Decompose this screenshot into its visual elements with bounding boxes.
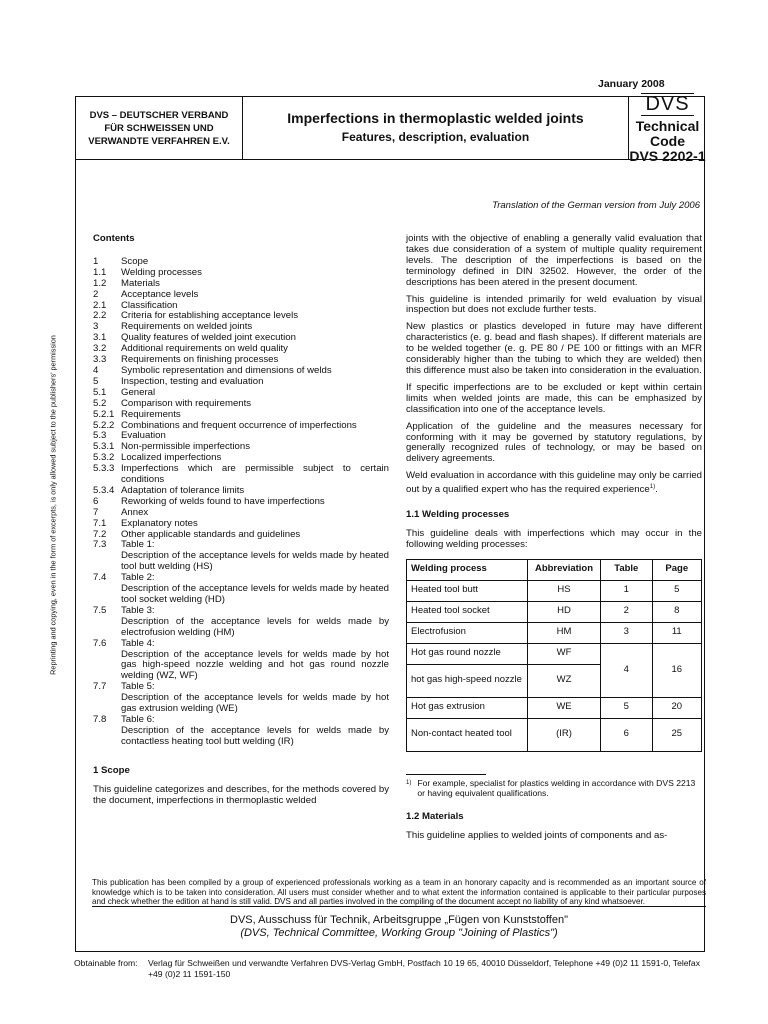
committee-german: DVS, Ausschuss für Technik, Arbeitsgruppe „Fügen von Kunststoffen" (230, 914, 568, 926)
weld-evaluation-paragraph: Weld evaluation in accordance with this guideline may only be carried out by a qualified expert who has the required experience$^{1)}$. (406, 470, 702, 496)
toc-number: 1.1 (93, 266, 107, 278)
toc-number: 5.2.1 (93, 408, 115, 420)
toc-number: 5.2.2 (93, 419, 115, 431)
obtainable-label: Obtainable from: (74, 958, 138, 968)
toc-title: Materials (121, 277, 160, 289)
toc-number: 5.3.2 (93, 452, 115, 464)
abbreviation-cell: WF (528, 643, 601, 664)
paragraph: New plastics or plastics developed in future may have different characteristics (e. g. bead and flash shapes). If different materials are to be welded together (e. g. PE 80 / PE 100 or fittings with an MFR considerably higher than the tubing to which they are welded) then this difference must also be taken into consideration in the evaluation. (406, 321, 702, 376)
toc-entry (93, 540, 389, 573)
table-of-contents (93, 257, 389, 748)
welding-processes-intro: This guideline deals with imperfections which may occur in the following welding processes: (406, 528, 702, 551)
document-title-cell (243, 97, 629, 159)
column-header: Page (652, 559, 701, 580)
table-number-cell: 2 (601, 601, 653, 622)
toc-entry (93, 290, 389, 301)
document-header (75, 92, 706, 164)
process-cell: Hot gas round nozzle (407, 643, 528, 664)
toc-number: 6 (93, 495, 99, 507)
materials-heading: 1.2 Materials (406, 810, 464, 822)
toc-title: Table 1: Description of the acceptance levels for welds made by heated tool butt welding (HS) (121, 539, 389, 573)
abbreviation-cell: HS (528, 580, 601, 601)
toc-number: 3.1 (93, 332, 107, 344)
toc-number: 7.7 (93, 681, 107, 693)
toc-title: Annex (121, 506, 149, 518)
document-subtitle: Features, description, evaluation (341, 129, 530, 144)
abbreviation-cell: WZ (528, 664, 601, 697)
table-number-cell: 1 (601, 580, 653, 601)
table-row (407, 643, 702, 664)
code-number: DVS 2202-1 (629, 147, 706, 164)
welding-process-table (406, 559, 702, 752)
toc-number: 7.8 (93, 713, 107, 725)
paragraph: joints with the objective of enabling a generally valid evaluation that takes due consideration of a system of multiple quality requirement levels. The description of the imperfections is based on the terminology defined in DIN 32502. However, the order of the descriptions has been atered in the present document. (406, 233, 702, 288)
toc-number: 7.5 (93, 604, 107, 616)
toc-number: 5.3.3 (93, 463, 115, 475)
translation-note: Translation of the German version from July 2006 (492, 200, 700, 211)
toc-number: 3 (93, 321, 99, 333)
toc-number: 5.3.1 (93, 441, 115, 453)
table-number-cell: 4 (601, 643, 653, 697)
weld-evaluation-text: Weld evaluation in accordance with this guideline may only be carried out by a qualified expert who has the required experience (406, 470, 702, 496)
toc-entry (93, 519, 389, 530)
toc-number: 2 (93, 288, 99, 300)
toc-number: 1.2 (93, 277, 107, 289)
column-header: Welding process (407, 559, 528, 580)
dvs-logo: DVS (641, 93, 693, 116)
toc-title: Inspection, testing and evaluation (121, 375, 264, 387)
publisher-line: DVS – DEUTSCHER VERBAND (89, 109, 229, 121)
toc-number: 4 (93, 364, 99, 376)
toc-title: Explanatory notes (121, 517, 198, 529)
table-row (407, 601, 702, 622)
code-label: Technical Code (635, 117, 700, 149)
process-cell: Heated tool butt (407, 580, 528, 601)
page-number-cell: 8 (652, 601, 701, 622)
toc-entry (93, 573, 389, 606)
welding-processes-heading: 1.1 Welding processes (406, 509, 510, 521)
table-number-cell: 5 (601, 697, 653, 718)
toc-title: Table 3: Description of the acceptance levels for welds made by electrofusion welding (HM) (121, 604, 389, 638)
toc-entry (93, 279, 389, 290)
abbreviation-cell: HD (528, 601, 601, 622)
toc-number: 5 (93, 375, 99, 387)
toc-number: 3.2 (93, 343, 107, 355)
process-cell: hot gas high-speed nozzle (407, 664, 528, 697)
table-row (407, 580, 702, 601)
document-title: Imperfections in thermoplastic welded joints (287, 109, 584, 126)
toc-title: Symbolic representation and dimensions of welds (121, 364, 332, 376)
contents-heading: Contents (93, 233, 135, 244)
toc-number: 7.3 (93, 539, 107, 551)
paragraph: Application of the guideline and the measures necessary for conforming with it may be governed by statutory regulations, by generally recognized rules of technology, or may be based on delivery agreements. (406, 420, 702, 465)
process-cell: Electrofusion (407, 622, 528, 643)
toc-title: Quality features of welded joint execution (121, 332, 296, 344)
publisher-name (76, 97, 243, 159)
paragraph: If specific imperfections are to be excluded or kept within certain limits when welded joints are made, this can be emphasized by classification into one of the acceptance levels. (406, 381, 702, 415)
process-cell: Non-contact heated tool (407, 718, 528, 751)
toc-number: 7.1 (93, 517, 107, 529)
toc-title: General (121, 386, 156, 398)
toc-title: Criteria for establishing acceptance levels (121, 310, 299, 322)
process-cell: Hot gas extrusion (407, 697, 528, 718)
process-cell: Heated tool socket (407, 601, 528, 622)
page-number-cell: 20 (652, 697, 701, 718)
publisher-line: VERWANDTE VERFAHREN E.V. (88, 135, 230, 147)
toc-entry (93, 715, 389, 748)
copyright-text: Reprinting and copying, even in the form of excerpts, is only allowed subject to the publishers' permission (48, 335, 58, 675)
toc-number: 5.3.4 (93, 484, 115, 496)
scope-text: This guideline categorizes and describes, for the methods covered by the document, imperfections in thermoplastic welded (93, 783, 389, 806)
toc-title: Non-permissible imperfections (121, 441, 251, 453)
toc-number: 3.3 (93, 354, 107, 366)
toc-title: Welding processes (121, 266, 202, 278)
abbreviation-cell: HM (528, 622, 601, 643)
toc-title: Acceptance levels (121, 288, 199, 300)
abbreviation-cell: (IR) (528, 718, 601, 751)
toc-entry (93, 464, 389, 486)
obtainable-from (74, 958, 714, 980)
publisher-line: FÜR SCHWEISSEN UND (104, 122, 214, 134)
toc-title: Scope (121, 255, 149, 267)
toc-title: Reworking of welds found to have imperfections (121, 495, 325, 507)
column-header: Abbreviation (528, 559, 601, 580)
obtainable-text: Verlag für Schweißen und verwandte Verfahren DVS-Verlag GmbH, Postfach 10 19 65, 40010 Düsseldorf, Telephone +49 (0)2 11 1591-0, Telefax +49 (0)2 11 1591-150 (148, 958, 701, 979)
toc-title: Requirements (121, 408, 181, 420)
toc-title: Other applicable standards and guidelines (121, 528, 301, 540)
code-cell (629, 92, 706, 164)
copyright-side-note (38, 330, 68, 680)
toc-number: 5.3 (93, 430, 107, 442)
toc-title: Comparison with requirements (121, 397, 252, 409)
toc-title: Adaptation of tolerance limits (121, 484, 245, 496)
paragraph: This guideline is intended primarily for weld evaluation by visual inspection but does not exclude further tests. (406, 293, 702, 316)
toc-number: 7.2 (93, 528, 107, 540)
materials-text: This guideline applies to welded joints of components and as- (406, 829, 668, 841)
footnote-reference: 1) (649, 484, 656, 491)
scope-heading: 1 Scope (93, 764, 130, 776)
table-row (407, 622, 702, 643)
toc-number: 5.2 (93, 397, 107, 409)
toc-title: Localized imperfections (121, 452, 222, 464)
toc-title: Table 4: Description of the acceptance levels for welds made by hot gas high-speed nozzle welding and hot gas round nozzle welding (WZ, WF) (121, 637, 389, 682)
toc-title: Additional requirements on weld quality (121, 343, 288, 355)
toc-title: Evaluation (121, 430, 166, 442)
page-number-cell: 25 (652, 718, 701, 751)
page-number-cell: 16 (652, 643, 701, 697)
table-row (407, 718, 702, 751)
toc-title: Combinations and frequent occurrence of imperfections (121, 419, 357, 431)
toc-number: 2.2 (93, 310, 107, 322)
toc-title: Table 2: Description of the acceptance levels for welds made by heated tool socket welding (HD) (121, 572, 389, 605)
toc-title: Classification (121, 299, 178, 311)
toc-entry (93, 682, 389, 715)
footnote-text: For example, specialist for plastics welding in accordance with DVS 2213 or having equivalent qualifications. (417, 777, 696, 798)
toc-title: Table 6: Description of the acceptance levels for welds made by contactless heating tool butt welding (IR) (121, 713, 389, 747)
disclaimer: This publication has been compiled by a group of experienced professionals working as a team in an honorary capacity and is recommended as an important source of knowledge which is to be taken into consideration. All users must consider whether and to what extent the information contained is applicable to their particular purposes and check whether the edition at hand is still valid. DVS and all parties involved in the compiling of the document accept no liability of any kind whatsoever. (92, 878, 706, 907)
left-column (93, 234, 389, 812)
right-column (406, 234, 702, 848)
table-row (407, 697, 702, 718)
toc-number: 7 (93, 506, 99, 518)
toc-title: Imperfections which are permissible subject to certain conditions (121, 463, 389, 486)
toc-entry (93, 399, 389, 410)
toc-entry (93, 606, 389, 639)
footnote-divider (406, 774, 486, 775)
footnote-mark: 1) (406, 779, 412, 786)
footnote (406, 778, 702, 798)
publication-date: January 2008 (598, 78, 665, 90)
column-header: Table (601, 559, 653, 580)
toc-entry (93, 410, 389, 421)
committee-box (92, 906, 706, 952)
toc-number: 1 (93, 255, 99, 267)
toc-title: Requirements on welded joints (121, 321, 253, 333)
toc-number: 5.1 (93, 386, 107, 398)
table-header-row (407, 559, 702, 580)
toc-number: 2.1 (93, 299, 107, 311)
toc-number: 7.4 (93, 572, 107, 584)
toc-title: Table 5: Description of the acceptance levels for welds made by hot gas extrusion welding (WE) (121, 681, 389, 715)
table-number-cell: 3 (601, 622, 653, 643)
toc-entry (93, 639, 389, 683)
table-number-cell: 6 (601, 718, 653, 751)
toc-title: Requirements on finishing processes (121, 354, 279, 366)
page-number-cell: 11 (652, 622, 701, 643)
page-number-cell: 5 (652, 580, 701, 601)
toc-number: 7.6 (93, 637, 107, 649)
abbreviation-cell: WE (528, 697, 601, 718)
committee-english: (DVS, Technical Committee, Working Group "Joining of Plastics") (240, 927, 558, 939)
